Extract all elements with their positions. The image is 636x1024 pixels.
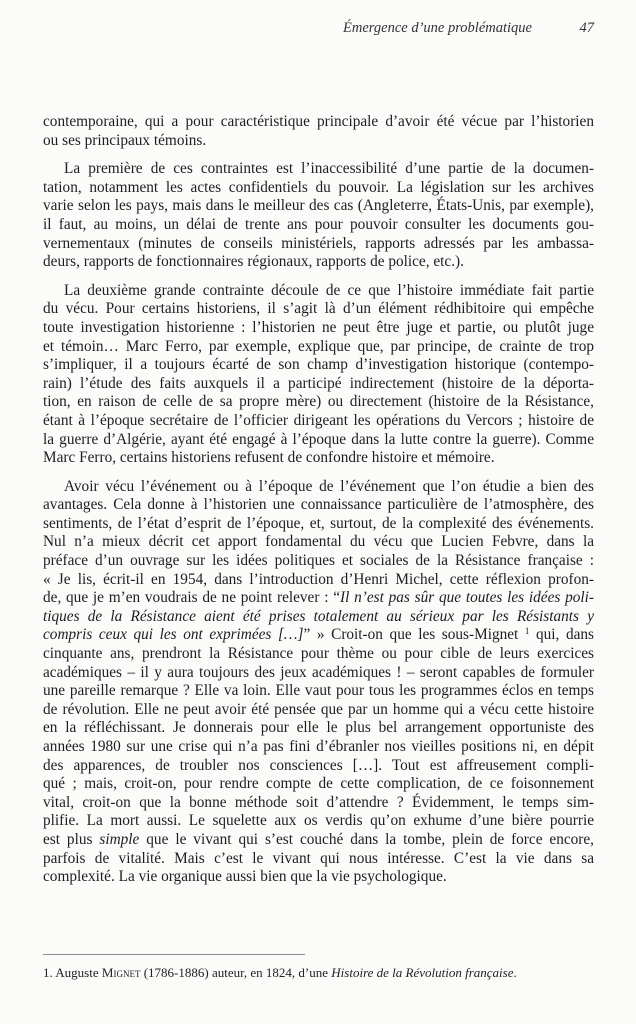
quoted-italic: tiques de la Résistance aient été prises totalement au sérieux par les Résistants y [43,607,594,625]
text-line: contemporaine, qui a pour caractéristique principale d’avoir été vécue par l’historien [43,113,594,130]
text-line: vital, croit-on que la bonne méthode soit d’attendre ? Évidemment, le temps sim- [43,793,594,811]
text-line: La deuxième grande contrainte découle de ce que l’histoire immédiate fait partie [64,281,594,299]
page-number: 47 [579,20,594,36]
author-surname: Mignet [101,965,141,980]
text-line: avantages. Cela donne à l’historien une connaissance particulière de l’atmosphère, des [43,496,594,514]
text-line: Avoir vécu l’événement ou à l’époque de l’événement que l’on étudie a bien des [64,477,594,495]
text-line-with-quote [43,608,594,627]
text-line: « Je lis, écrit-il en 1954, dans l’introduction d’Henri Michel, cette réflexion profon- [43,570,594,588]
paragraph-1 [43,113,594,150]
text-line: complexité. La vie organique aussi bien que la vie psychologique. [43,868,447,886]
footnote-number: 1. [43,965,53,980]
text-line: Nul n’a mieux décrit cet apport fondamental du vécu que Lucien Febvre, dans la [43,533,594,551]
text-line: est plus simple que le vivant qui s’est couché dans la tombe, plein de force encore, [43,830,595,848]
text-line: varie selon les pays, mais dans le meilleur des cas (Angleterre, États-Unis, par exemple), [43,197,594,215]
work-title: Histoire de la Révolution française [331,965,514,980]
text-line: préface d’un ouvrage sur les idées politiques et sociales de la Résistance française : [43,552,594,570]
text-line: Marc Ferro, certains historiens refusent de confondre histoire et mémoire. [43,449,495,467]
text-line: académiques – il y aura toujours des jeux académiques ! – seront capables de formuler [43,663,594,681]
text-line: qué ; mais, croit-on, pour rendre compte de cette complication, de ce foisonnement [43,775,594,793]
text-line: parfois de vitalité. Mais c’est le vivant qui nous intéresse. C’est la vie dans sa [43,849,594,867]
text-line: tation, notamment les actes confidentiels du pouvoir. La législation sur les archives [43,178,594,196]
paragraph-2 [43,160,594,272]
text-line: cinquante ans, prendront la Résistance pour thème ou pour cible de leurs exercices [43,645,594,663]
text-line: deurs, rapports de fonctionnaires régionaux, rapports de police, etc.). [43,253,464,271]
quoted-italic: compris ceux qui les ont exprimées […] [43,626,304,644]
text-line: une pareille remarque ? Elle va loin. Elle vaut pour tous les programmes éclos en temps [43,682,594,700]
text-line: s’impliquer, il a toujours écarté de son champ d’investigation historique (contempo- [43,356,594,374]
text-line: ou ses principaux témoins. [43,131,207,149]
text-line: toute investigation historienne : l’historien ne peut être juge et partie, ou plutôt juge [43,318,594,336]
text-line: La première de ces contraintes est l’inaccessibilité d’une partie de la documen- [64,160,594,178]
text-line: en la réfléchissant. Je donnerais pour elle le plus bel arrangement opportuniste des [43,719,594,737]
paragraph-3 [43,282,594,468]
text-line: du vécu. Pour certains historiens, il s’agit là d’un élément rédhibitoire qui empêche [43,300,594,318]
text-line: rain) l’étude des faits auxquels il a participé indirectement (histoire de la déporta- [43,374,594,392]
text-line: tion, en raison de celle de sa propre mère) ou directement (histoire de la Résistance, [43,393,594,411]
text-line: plifie. La mort aussi. Le squelette aux os verdis qu’on exhume d’une bière pourrie [43,812,594,830]
text-line: sentiments, de l’état d’esprit de l’époque, et, surtout, de la complexité des événements. [43,514,594,532]
emphasis-simple: simple [99,830,140,848]
text-line: vernementaux (minutes de conseils ministériels, rapports adressés par les ambassa- [43,234,594,252]
text-line-with-footnote-ref: compris ceux qui les ont exprimées […]” » Croit-on que les sous-Mignet $^1$ qui, dans [43,626,594,644]
text-line: années 1980 sur une crise qui n’a pas fini d’ébranler nos vieilles positions ni, en dépit [43,738,594,755]
text-line: la guerre d’Algérie, ayant été engagé à l’époque dans la lutte contre la guerre). Comme [43,430,594,448]
text-line: et témoin… Marc Ferro, par exemple, explique que, par principe, de crainte de trop [43,337,594,355]
footnote-1: 1. Auguste Mignet (1786-1886) auteur, en 1824, d’une Histoire de la Révolution française. [43,965,517,980]
footnote-separator [43,954,305,955]
text-line-with-quote: de, que je m’en voudrais de ne point relever : “Il n’est pas sûr que toutes les idées poli- [43,589,594,607]
text-line: étant à l’époque secrétaire de l’officier dirigeant les opérations du Vercors ; histoire de [43,411,594,429]
text-line: il faut, au moins, un délai de trente ans pour pouvoir consulter les documents gou- [43,215,594,233]
running-title: Émergence d’une problématique [343,20,532,36]
footnote-reference[interactable]: 1 [524,626,530,637]
body-text [43,113,594,887]
text-line: des apparences, de troubler nos consciences […]. Tout est affreusement compli- [43,756,594,774]
running-header [0,20,594,40]
quoted-italic: Il n’est pas sûr que toutes les idées poli- [340,589,594,607]
paragraph-4 [43,478,594,887]
text-line: de révolution. Elle ne peut avoir été pensée que par un homme qui a vécu cette histoire [43,700,594,718]
